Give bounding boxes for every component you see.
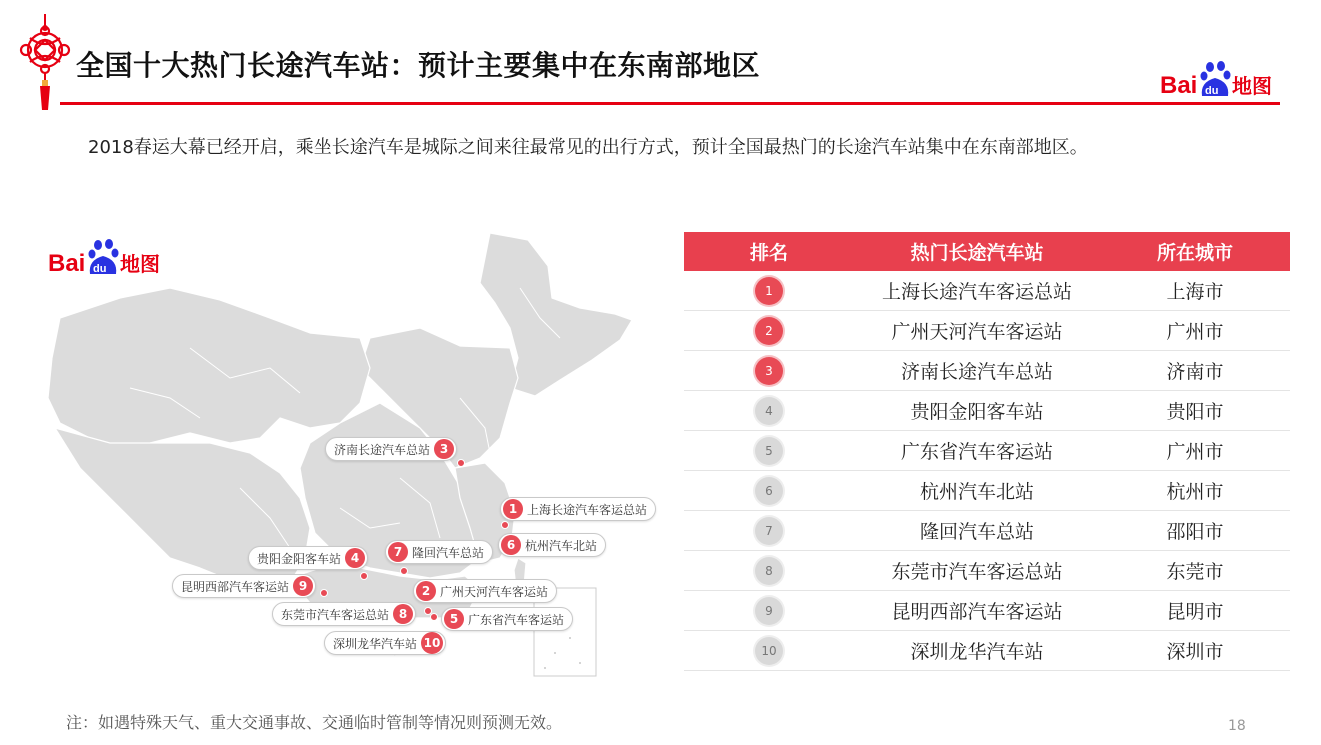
table-body <box>684 271 1290 671</box>
map-dot-7 <box>400 567 408 575</box>
station-cell: 广东省汽车客运站 <box>900 441 1053 463</box>
map-dot-3 <box>457 459 465 467</box>
city-cell: 贵阳市 <box>1166 401 1224 423</box>
title-divider <box>60 102 1280 105</box>
rank-badge: 1 <box>755 277 783 305</box>
map-marker-2: 2 广州天河汽车客运站 <box>413 579 557 603</box>
map-marker-6: 6 杭州汽车北站 <box>498 533 606 557</box>
ranking-table <box>684 232 1290 671</box>
table-row <box>684 591 1290 631</box>
city-cell: 广州市 <box>1166 321 1224 343</box>
city-cell: 邵阳市 <box>1166 521 1224 543</box>
station-cell: 杭州汽车北站 <box>919 481 1034 503</box>
table-header <box>684 232 1290 271</box>
table-row <box>684 631 1290 671</box>
logo-brand-text: Bai <box>1160 72 1198 99</box>
city-cell: 广州市 <box>1166 441 1224 463</box>
map-region-northwest <box>48 288 370 448</box>
header-station: 热门长途汽车站 <box>910 242 1044 264</box>
map-marker-10: 深圳龙华汽车站 10 <box>324 631 446 655</box>
table-row <box>684 311 1290 351</box>
map-marker-9: 昆明西部汽车客运站 9 <box>172 574 316 598</box>
rank-badge: 3 <box>755 357 783 385</box>
station-cell: 东莞市汽车客运总站 <box>891 561 1063 583</box>
rank-badge: 10 <box>755 637 783 665</box>
page-title: 全国十大热门长途汽车站：预计主要集中在东南部地区 <box>76 49 761 82</box>
rank-badge: 6 <box>755 477 783 505</box>
map-marker-1: 1 上海长途汽车客运总站 <box>500 497 656 521</box>
map-dot-9 <box>320 589 328 597</box>
map-marker-3: 济南长途汽车总站 3 <box>325 437 457 461</box>
rank-badge: 4 <box>755 397 783 425</box>
map-marker-7: 7 隆回汽车总站 <box>385 540 493 564</box>
station-cell: 上海长途汽车客运总站 <box>881 281 1072 303</box>
city-cell: 深圳市 <box>1166 641 1224 663</box>
city-cell: 杭州市 <box>1166 481 1224 503</box>
header-rank: 排名 <box>749 242 788 264</box>
rank-badge: 7 <box>755 517 783 545</box>
table-row <box>684 511 1290 551</box>
baidu-map-logo-on-map <box>48 238 166 278</box>
map-marker-4: 贵阳金阳客车站 4 <box>248 546 368 570</box>
station-cell: 隆回汽车总站 <box>919 521 1034 543</box>
intro-text: 2018春运大幕已经开启，乘坐长途汽车是城际之间来往最常见的出行方式，预计全国最热门的长途汽车站集中在东南部地区。 <box>88 137 1088 158</box>
logo-suffix-text: 地图 <box>1232 74 1272 98</box>
city-cell: 昆明市 <box>1166 601 1224 623</box>
table-row <box>684 351 1290 391</box>
svg-text:地图: 地图 <box>120 252 160 276</box>
table-row <box>684 431 1290 471</box>
map-region-southwest <box>55 428 310 598</box>
logo-paw-text: du <box>1205 85 1219 97</box>
table-row <box>684 271 1290 311</box>
map-dot-4 <box>360 572 368 580</box>
map-dot-5 <box>430 613 438 621</box>
city-cell: 济南市 <box>1166 361 1224 383</box>
rank-badge: 9 <box>755 597 783 625</box>
map-marker-5: 5 广东省汽车客运站 <box>441 607 573 631</box>
rank-badge: 2 <box>755 317 783 345</box>
station-cell: 广州天河汽车客运站 <box>891 321 1063 343</box>
footnote: 注：如遇特殊天气、重大交通事故、交通临时管制等情况则预测无效。 <box>66 713 563 732</box>
city-cell: 上海市 <box>1166 281 1224 303</box>
table-row <box>684 551 1290 591</box>
city-cell: 东莞市 <box>1166 561 1224 583</box>
map-marker-8: 东莞市汽车客运总站 8 <box>272 602 416 626</box>
svg-text:du: du <box>93 263 107 275</box>
station-cell: 济南长途汽车总站 <box>900 361 1053 383</box>
station-cell: 昆明西部汽车客运站 <box>891 601 1063 623</box>
station-cell: 深圳龙华汽车站 <box>910 641 1044 663</box>
svg-text:Bai: Bai <box>48 250 86 277</box>
header-city: 所在城市 <box>1156 242 1233 264</box>
page-number: 18 <box>1228 718 1246 734</box>
table-row <box>684 471 1290 511</box>
table-row <box>684 391 1290 431</box>
map-dot-1 <box>501 521 509 529</box>
rank-badge: 5 <box>755 437 783 465</box>
chinese-knot-icon <box>18 14 72 112</box>
station-cell: 贵阳金阳客车站 <box>910 401 1044 423</box>
baidu-map-logo <box>1160 60 1278 100</box>
rank-badge: 8 <box>755 557 783 585</box>
